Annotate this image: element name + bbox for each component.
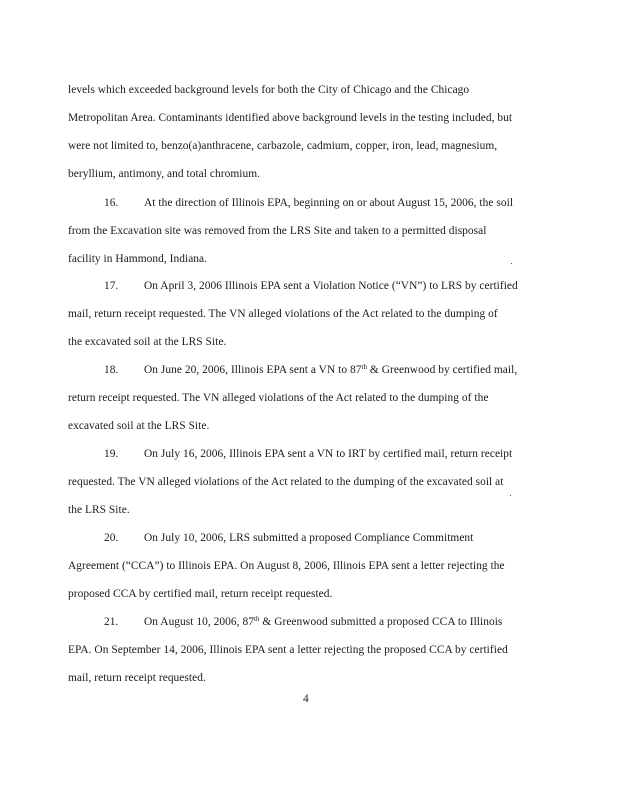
text-line: were not limited to, benzo(a)anthracene, carbazole, cadmium, copper, iron, lead, magnesium, xyxy=(68,140,498,152)
text-line: On July 16, 2006, Illinois EPA sent a VN to IRT by certified mail, return receipt xyxy=(144,448,513,460)
text-line: mail, return receipt requested. The VN alleged violations of the Act related to the dumping of xyxy=(68,308,498,320)
text-fragment: On August 10, 2006, 87 xyxy=(144,616,254,628)
text-line: the excavated soil at the LRS Site. xyxy=(68,336,227,348)
text-line: levels which exceeded background levels for both the City of Chicago and the Chicago xyxy=(68,84,470,96)
text-line: At the direction of Illinois EPA, beginning on or about August 15, 2006, the soil xyxy=(144,197,514,209)
text-line: from the Excavation site was removed from the LRS Site and taken to a permitted disposal xyxy=(68,225,487,237)
text-line: mail, return receipt requested. xyxy=(68,672,206,684)
text-line: Metropolitan Area. Contaminants identified above background levels in the testing included, but xyxy=(68,112,513,124)
text-fragment: On June 20, 2006, Illinois EPA sent a VN to 87 xyxy=(144,364,362,376)
paragraph-number: 20. xyxy=(104,532,119,544)
scan-speck xyxy=(511,263,512,264)
superscript: th xyxy=(253,615,260,623)
text-line xyxy=(144,615,544,629)
text-fragment: & Greenwood by certified mail, xyxy=(367,364,518,376)
text-line: return receipt requested. The VN alleged violations of the Act related to the dumping of the xyxy=(68,392,489,404)
text-line: facility in Hammond, Indiana. xyxy=(68,253,208,265)
text-line: On July 10, 2006, LRS submitted a proposed Compliance Commitment xyxy=(144,532,474,544)
text-line: Agreement (“CCA”) to Illinois EPA. On August 8, 2006, Illinois EPA sent a letter rejecting the xyxy=(68,560,505,572)
paragraph-number: 19. xyxy=(104,448,119,460)
text-line xyxy=(144,363,544,377)
paragraph-number: 21. xyxy=(104,616,119,628)
scan-speck xyxy=(510,495,511,496)
text-line: On April 3, 2006 Illinois EPA sent a Violation Notice (“VN”) to LRS by certified xyxy=(144,280,518,292)
text-line: beryllium, antimony, and total chromium. xyxy=(68,168,261,180)
text-line: proposed CCA by certified mail, return receipt requested. xyxy=(68,588,333,600)
page-number: 4 xyxy=(303,693,309,705)
paragraph-number: 16. xyxy=(104,197,119,209)
text-line: the LRS Site. xyxy=(68,504,130,516)
paragraph-number: 17. xyxy=(104,280,119,292)
text-line: EPA. On September 14, 2006, Illinois EPA sent a letter rejecting the proposed CCA by certified xyxy=(68,644,508,656)
superscript: th xyxy=(361,363,368,371)
text-line: requested. The VN alleged violations of the Act related to the dumping of the excavated soil at xyxy=(68,476,504,488)
paragraph-number: 18. xyxy=(104,364,119,376)
text-line: excavated soil at the LRS Site. xyxy=(68,420,210,432)
text-fragment: & Greenwood submitted a proposed CCA to Illinois xyxy=(259,616,503,628)
